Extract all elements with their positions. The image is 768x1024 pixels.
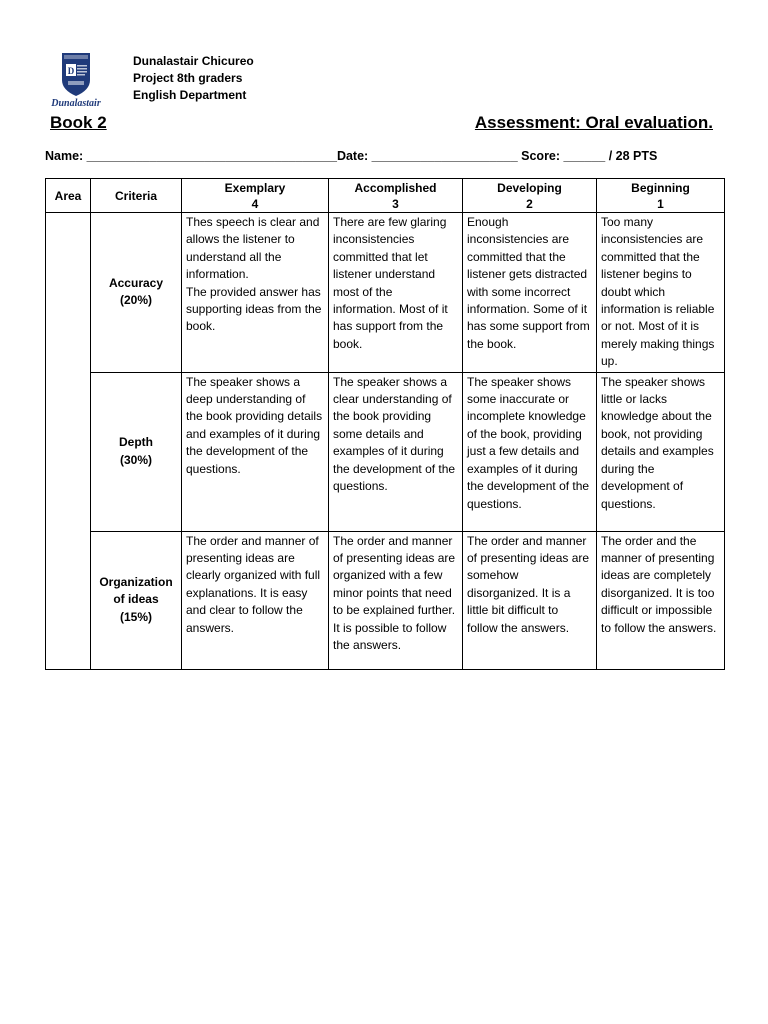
school-name: Dunalastair Chicureo <box>133 54 254 68</box>
level-score: 1 <box>657 196 664 211</box>
level-score: 4 <box>251 196 259 211</box>
rubric-header-row <box>46 179 725 213</box>
criteria-name: Depth <box>119 435 153 450</box>
school-crest-icon <box>46 50 106 108</box>
level-score: 2 <box>526 196 533 211</box>
level-header-accomplished <box>329 179 463 213</box>
project-name: Project 8th graders <box>133 71 243 85</box>
rubric-table <box>45 178 725 670</box>
criteria-header: Criteria <box>91 179 182 213</box>
level-header-beginning <box>597 179 725 213</box>
criteria-weight: (20%) <box>119 293 152 308</box>
criteria-weight: (30%) <box>119 452 152 467</box>
level-header-exemplary <box>182 179 329 213</box>
descriptor-cell: The speaker shows a deep understanding of the book providing details and examples of it during the development of the questions. <box>182 372 329 531</box>
assessment-title: Assessment: Oral evaluation. <box>474 113 713 132</box>
student-info-line: Name: ____________________________________Date: _____________________ Score: ______ / 28 PTS <box>45 149 658 163</box>
svg-text:Dunalastair: Dunalastair <box>51 98 101 108</box>
criteria-cell <box>91 372 182 531</box>
level-label: Developing <box>497 180 562 195</box>
school-info <box>133 53 254 104</box>
rubric-row-depth <box>46 372 725 531</box>
rubric-row-accuracy <box>46 213 725 373</box>
descriptor-cell: The order and the manner of presenting ideas are completely disorganized. It is too difficult or impossible to follow the answers. <box>597 531 725 669</box>
level-label: Accomplished <box>354 180 437 195</box>
level-label: Beginning <box>631 180 690 195</box>
descriptor-cell <box>182 213 329 373</box>
level-score: 3 <box>392 196 399 211</box>
criteria-name: Organization of ideas <box>99 575 173 607</box>
criteria-name: Accuracy <box>108 275 164 290</box>
criteria-cell <box>91 213 182 373</box>
descriptor-cell: Too many inconsistencies are committed that the listener begins to doubt which information is reliable or not. Most of it is merely making things up. <box>597 213 725 373</box>
descriptor-part: The provided answer has supporting ideas from the book. <box>186 284 322 334</box>
descriptor-cell: The order and manner of presenting ideas are somehow disorganized. It is a little bit difficult to follow the answers. <box>463 531 597 669</box>
department-name: English Department <box>133 88 247 102</box>
criteria-cell <box>91 531 182 669</box>
descriptor-cell: Enough inconsistencies are committed that the listener gets distracted with some incorrect information. Some of it has some support from the book. <box>463 213 597 373</box>
descriptor-cell: The order and manner of presenting ideas are organized with a few minor points that need to be explained further. It is possible to follow the answers. <box>329 531 463 669</box>
area-cell <box>46 213 91 670</box>
descriptor-cell: The order and manner of presenting ideas are clearly organized with full explanations. It is easy and clear to follow the answers. <box>182 531 329 669</box>
svg-text:D: D <box>67 66 75 76</box>
level-label: Exemplary <box>224 180 286 195</box>
book-title: Book 2 <box>50 113 107 132</box>
descriptor-cell: The speaker shows little or lacks knowledge about the book, not providing details and examples during the development of questions. <box>597 372 725 531</box>
rubric-row-organization <box>46 531 725 669</box>
descriptor-part: Thes speech is clear and allows the listener to understand all the information. <box>186 215 320 282</box>
descriptor-cell: The speaker shows a clear understanding of the book providing some details and examples of it during the development of the questions. <box>329 372 463 531</box>
school-logo <box>46 50 106 108</box>
level-header-developing <box>463 179 597 213</box>
area-header: Area <box>46 179 91 213</box>
criteria-weight: (15%) <box>119 609 152 624</box>
descriptor-cell: There are few glaring inconsistencies committed that let listener understand most of the information. Most of it has support from the book. <box>329 213 463 373</box>
descriptor-cell: The speaker shows some inaccurate or incomplete knowledge of the book, providing just a few details and examples of it during the development of the questions. <box>463 372 597 531</box>
